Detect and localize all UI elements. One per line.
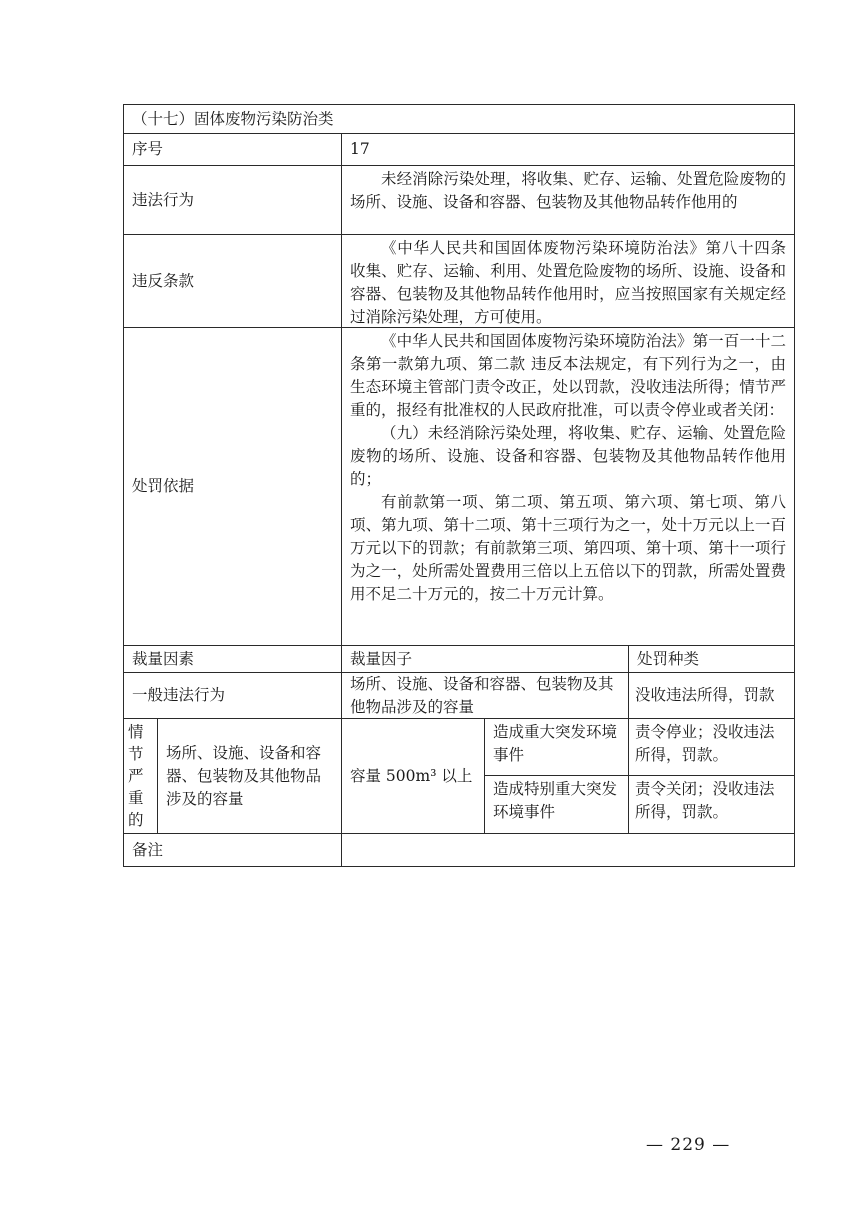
general-factor	[341, 672, 629, 719]
header-penalty-type-text: 处罚种类	[637, 649, 700, 668]
serious-case-penalty	[628, 775, 795, 834]
serial-value	[341, 133, 795, 166]
remarks-label	[123, 833, 342, 867]
general-penalty-text: 没收违法所得，罚款	[635, 686, 775, 704]
penalty-basis-paragraph: 有前款第一项、第二项、第五项、第六项、第七项、第八项、第九项、第十二项、第十三项行为之一，处十万元以上一百万元以下的罚款；有前款第三项、第四项、第十项、第十一项行为之一，处所需处置费用三倍以上五倍以下的罚款，所需处置费用不足二十万元的，按二十万元计算。	[350, 493, 786, 603]
general-label	[123, 672, 342, 719]
header-factor-text: 裁量因子	[350, 649, 413, 668]
section-title	[123, 104, 795, 134]
header-penalty-type	[628, 645, 795, 673]
serious-label-char: 节	[128, 745, 144, 763]
serious-element	[157, 718, 342, 834]
penalty-basis-label-text: 处罚依据	[132, 477, 195, 495]
penalty-basis-paragraph: 《中华人民共和国固体废物污染环境防治法》第一百一十二条第一款第九项、第二款 违反本法规定，有下列行为之一，由生态环境主管部门责令改正，处以罚款，没收违法所得；情节严重的，报经有批准权的人民政府批准，可以责令停业或者关闭：	[350, 332, 786, 419]
violation-value	[341, 165, 795, 235]
penalty-basis-paragraph: （九）未经消除污染处理，将收集、贮存、运输、处置危险废物的场所、设施、设备和容器、包装物及其他物品转作他用的；	[350, 424, 786, 488]
serious-label-char: 情	[128, 723, 144, 741]
serious-label-char: 重	[128, 789, 144, 807]
case-penalty-text: 责令停业；没收违法所得，罚款。	[635, 723, 775, 764]
serious-label-char: 严	[128, 767, 144, 785]
penalty-basis-value	[341, 327, 795, 646]
general-factor-text: 场所、设施、设备和容器、包装物及其他物品涉及的容量	[350, 674, 614, 716]
serial-label	[123, 133, 342, 166]
violation-label-text: 违法行为	[132, 190, 195, 209]
violated-clause-label	[123, 234, 342, 328]
case-condition-text: 造成重大突发环境事件	[493, 723, 618, 764]
remarks-label-text: 备注	[132, 840, 164, 859]
case-penalty-text: 责令关闭；没收违法所得，罚款。	[635, 780, 775, 821]
violated-clause-label-text: 违反条款	[132, 271, 195, 290]
violation-value-text: 未经消除污染处理，将收集、贮存、运输、处置危险废物的场所、设施、设备和容器、包装物及其他物品转作他用的	[350, 170, 786, 211]
serial-label-text: 序号	[132, 140, 164, 158]
serious-case-condition	[484, 718, 629, 776]
serial-value-text: 17	[350, 140, 370, 158]
penalty-basis-label	[123, 327, 342, 646]
section-title-text: （十七）固体废物污染防治类	[132, 109, 334, 128]
header-factor-element	[123, 645, 342, 673]
serious-factor-text: 容量 500m³ 以上	[350, 766, 473, 785]
serious-element-text: 场所、设施、设备和容器、包装物及其他物品涉及的容量	[166, 743, 322, 808]
serious-case-condition	[484, 775, 629, 834]
header-factor-element-text: 裁量因素	[132, 649, 195, 668]
general-label-text: 一般违法行为	[132, 686, 226, 704]
serious-case-penalty	[628, 718, 795, 776]
header-factor	[341, 645, 629, 673]
violation-label	[123, 165, 342, 235]
general-penalty	[628, 672, 795, 719]
violated-clause-value	[341, 234, 795, 328]
page-number: — 229 —	[646, 1135, 731, 1155]
violated-clause-text: 《中华人民共和国固体废物污染环境防治法》第八十四条 收集、贮存、运输、利用、处置危险废物的场所、设施、设备和容器、包装物及其他物品转作他用时，应当按照国家有关规定经过消除污染处理，方可使用。	[350, 239, 786, 326]
serious-label	[123, 718, 158, 834]
case-condition-text: 造成特别重大突发环境事件	[493, 780, 618, 821]
serious-factor	[341, 718, 485, 834]
remarks-value	[341, 833, 795, 867]
serious-label-char: 的	[128, 811, 144, 829]
